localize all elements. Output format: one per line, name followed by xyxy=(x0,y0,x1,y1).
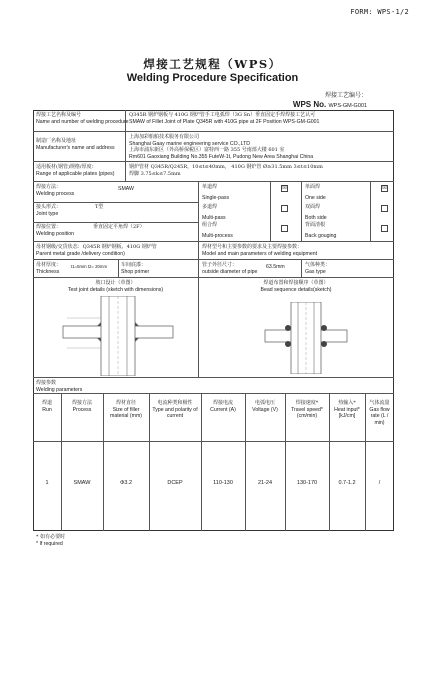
label-parent-metal-en: Parent metal grade /delivery condition) xyxy=(36,250,125,257)
welding-params-header xyxy=(33,394,394,442)
param-cell: 1 xyxy=(45,480,49,486)
welding-params-heading-en: Welding parameters xyxy=(36,386,83,393)
param-cell: DCEP xyxy=(167,480,183,486)
column-header-zh: 焊接速度* xyxy=(295,400,319,406)
label-thickness-zh: 母材厚度： xyxy=(36,262,62,268)
label-shop-primer-zh: 车间底漆： xyxy=(121,262,147,268)
label-procedure-name-zh: 焊接工艺名称及编号 xyxy=(36,112,82,118)
column-header-en: Run xyxy=(42,406,52,413)
welding-process-value: SMAW xyxy=(118,186,134,192)
label-joint-type-zh: 接头形式： xyxy=(36,204,62,210)
column-header-zh: 焊接电流 xyxy=(212,400,233,406)
manufacturer-name-en: Shanghai Gaay marine engineering service CO.,LTD xyxy=(129,140,251,147)
label-welding-process-zh: 焊接方法： xyxy=(36,184,62,190)
label-welding-position-zh: 焊接位置： xyxy=(36,224,62,230)
wps-number: WPS No. WPS-GM-G001 xyxy=(292,100,367,109)
column-header-6 xyxy=(285,400,329,420)
label-equipment-zh: 焊材型号和主要参数的要求及主要焊接参数： xyxy=(202,244,303,250)
single-pass-checkbox[interactable]: ☒ xyxy=(282,185,287,191)
single-pass-label-zh: 单道焊 xyxy=(202,184,218,190)
block-process xyxy=(33,182,394,242)
param-cell: 0.7-1.2 xyxy=(338,480,356,486)
procedure-name-zh: Q345R 钢炉钢板与 410G 钢炉管手工电弧焊（3G Sn）垂直固定手焊焊接工艺认可 xyxy=(129,112,316,118)
label-manufacturer-zh: 制造厂名称及地址 xyxy=(36,138,77,144)
column-header-4 xyxy=(201,400,245,413)
label-gas-type-en: Gas type xyxy=(305,268,326,275)
welding-params-heading-zh: 焊接参数 xyxy=(36,380,57,386)
welding-params-body xyxy=(33,442,394,531)
range-value-1: 钢炉管材 Q345R/Q245R，10≤t≤40mm， 410G 钢炉管 Ø≥31.5mm 3≤t≤10mm xyxy=(129,164,323,170)
label-joint-sketch-en: Test joint details (sketch with dimensions) xyxy=(67,286,164,293)
label-manufacturer-en: Manufacturer's name and address xyxy=(36,144,115,151)
multi-process-label-zh: 组合焊 xyxy=(202,222,218,228)
label-procedure-name-en: Name and number of welding procedure xyxy=(36,118,129,125)
label-bead-sketch-en: Bead sequence details(sketch) xyxy=(260,286,332,293)
label-gas-type-zh: 气体种类： xyxy=(305,262,331,268)
multi-process-checkbox[interactable] xyxy=(281,225,288,232)
column-header-zh: 热输入* xyxy=(338,400,356,406)
param-cell: 21-24 xyxy=(257,480,273,486)
label-bead-sketch-zh: 焊道布置和焊接顺序（草图） xyxy=(263,280,329,286)
wps-number-label-zh: 焊接工艺编号： xyxy=(324,92,367,99)
form-code: FORM: WPS-1/2 xyxy=(350,8,409,16)
back-gouging-label-zh: 背面清根 xyxy=(305,222,326,228)
column-header-7 xyxy=(329,400,365,420)
column-header-en: Heat input* [kJ/cm] xyxy=(334,406,360,419)
procedure-name-en: SMAW of Fillet Joint of Plate Q345R with 410G pipe at 2F Position WPS-GM-G001 xyxy=(129,118,320,125)
param-cell: 130-170 xyxy=(296,480,318,486)
label-joint-sketch-zh: 坡口设计（草图） xyxy=(95,280,136,286)
param-cell: SMAW xyxy=(73,480,91,486)
both-side-checkbox[interactable] xyxy=(381,205,388,212)
both-side-label-en: Both side xyxy=(305,214,327,221)
label-welding-position-en: Welding position xyxy=(36,230,74,237)
column-header-en: Travel speed* (cm/min) xyxy=(291,406,323,419)
label-thickness-en: Thickness xyxy=(36,268,60,275)
row-manufacturer xyxy=(33,132,394,162)
one-side-label-en: One side xyxy=(305,194,326,201)
column-header-3 xyxy=(149,400,201,420)
row-sketches xyxy=(33,278,394,378)
row-procedure-name xyxy=(33,110,394,132)
bead-sketch-drawing xyxy=(261,302,351,374)
note-en: * If required xyxy=(36,541,63,547)
manufacturer-address-en: Rm601 Gaoxiang Building No.355 FuteW-1t, Pudong New Area Shanghai China xyxy=(129,153,314,160)
joint-sketch-drawing xyxy=(53,296,183,376)
column-header-zh: 焊道 xyxy=(41,400,52,406)
column-header-zh: 焊接方法 xyxy=(71,400,92,406)
multi-pass-label-en: Multi-pass xyxy=(202,214,226,221)
thickness-value: t1=5mm t2= 20mm xyxy=(71,264,108,269)
welding-position-value: 垂直固定平角焊（2F） xyxy=(93,224,145,230)
param-cell: 110-130 xyxy=(213,480,233,486)
multi-pass-label-zh: 多道焊 xyxy=(202,204,218,210)
multi-pass-checkbox[interactable] xyxy=(281,205,288,212)
column-header-5 xyxy=(245,400,285,413)
label-range-en: Range of applicable plates (pipes) xyxy=(36,170,115,177)
row-parent-metal xyxy=(33,242,394,260)
note-zh: * 如有必要时 xyxy=(36,534,66,540)
back-gouging-checkbox[interactable] xyxy=(381,225,388,232)
row-welding-params-heading xyxy=(33,378,394,394)
column-header-en: Gas flow rate (L / min) xyxy=(369,406,390,426)
column-header-8 xyxy=(365,400,394,426)
pipe-od-value: 63.5mm xyxy=(266,264,285,270)
single-pass-label-en: Single-pass xyxy=(202,194,230,201)
column-header-zh: 气体流量 xyxy=(369,400,390,406)
label-joint-type-en: Joint type xyxy=(36,210,59,217)
label-equipment-en: Model and main parameters of welding equipment xyxy=(202,250,318,257)
row-range xyxy=(33,162,394,182)
one-side-checkbox[interactable]: ☒ xyxy=(382,185,387,191)
column-header-en: Process xyxy=(72,406,92,413)
document-title-zh: 焊接工艺规程（WPS） xyxy=(143,57,282,71)
param-cell: / xyxy=(378,480,381,486)
manufacturer-name-zh: 上海加彩船舶技术服务有限公司 xyxy=(129,134,200,140)
column-header-zh: 电弧电压 xyxy=(254,400,275,406)
param-cell: Φ3.2 xyxy=(119,480,133,486)
label-pipe-od-en: outside diameter of pipe xyxy=(202,268,258,275)
label-parent-metal-zh: 母材钢级/交货状态：Q345R 钢炉钢板、410G 钢炉管 xyxy=(36,244,157,250)
range-value-2: 焊脚 3.75≤k≤7.5mm xyxy=(129,170,181,177)
document-title-en: Welding Procedure Specification xyxy=(126,72,299,84)
column-header-2 xyxy=(103,400,149,420)
column-header-en: Voltage (V) xyxy=(252,406,278,413)
column-header-en: Size of filler material (mm) xyxy=(110,406,142,419)
column-header-en: Type and polarity of current xyxy=(152,406,198,419)
column-header-0 xyxy=(33,400,61,413)
manufacturer-address-zh: 上海市浦东新区（外高桥保税区）富特西一路 355 号南部大楼 601 室 xyxy=(129,147,285,153)
joint-type-value: T型 xyxy=(95,204,104,210)
row-thickness xyxy=(33,260,394,278)
back-gouging-label-en: Back gouging xyxy=(305,232,337,239)
column-header-zh: 电流种类和极性 xyxy=(157,400,193,406)
label-pipe-od-zh: 管子外径尺寸： xyxy=(202,262,238,268)
label-range-zh: 适用板材(钢管)规格/厚度： xyxy=(36,164,97,170)
both-side-label-zh: 双面焊 xyxy=(305,204,321,210)
column-header-1 xyxy=(61,400,103,413)
column-header-en: Current (A) xyxy=(210,406,236,413)
label-welding-process-en: Welding process xyxy=(36,190,75,197)
multi-process-label-en: Multi-process xyxy=(202,232,233,239)
one-side-label-zh: 单面焊 xyxy=(305,184,321,190)
column-header-zh: 焊材直径 xyxy=(115,400,136,406)
label-shop-primer-en: Shop primer xyxy=(121,268,150,275)
